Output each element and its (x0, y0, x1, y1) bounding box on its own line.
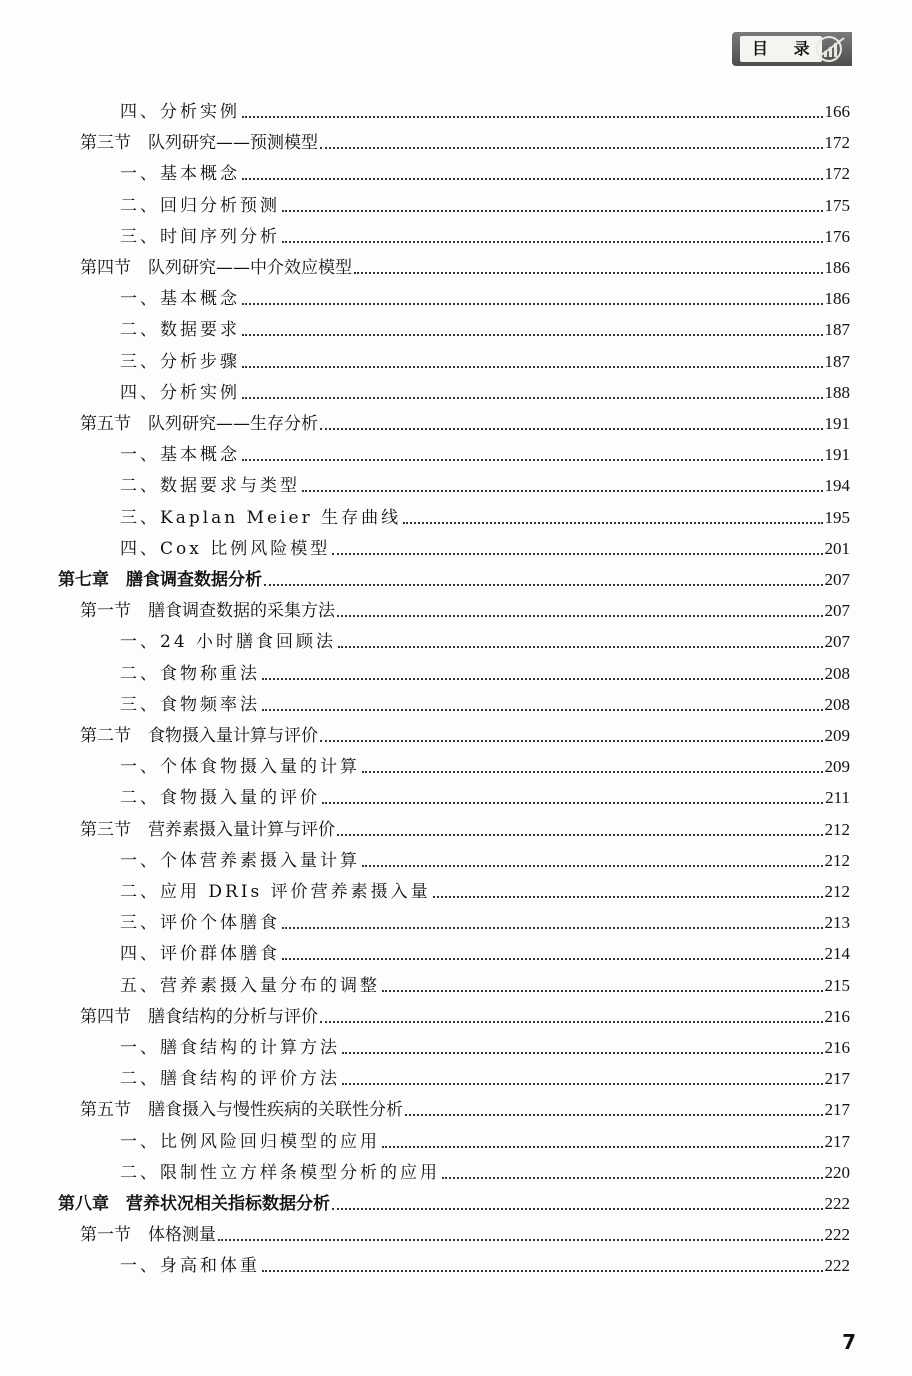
dot-leader (262, 709, 823, 711)
toc-entry-page: 212 (824, 882, 850, 901)
toc-entry-page: 166 (824, 102, 850, 121)
dot-leader (242, 303, 823, 305)
toc-entry-item (120, 156, 850, 186)
dot-leader (242, 366, 823, 368)
toc-entry-item (120, 1124, 850, 1154)
toc-entry-label: 二、数据要求与类型 (120, 476, 300, 497)
dot-leader (382, 990, 823, 992)
dot-leader (337, 615, 823, 617)
toc-entry-label: 二、回归分析预测 (120, 195, 280, 216)
toc-entry-item (120, 437, 850, 467)
toc-entry-item (120, 500, 850, 530)
dot-leader (322, 802, 823, 804)
toc-entry-page: 191 (824, 414, 850, 433)
toc-entry-section (80, 999, 850, 1029)
toc-entry-item (120, 94, 850, 124)
toc-entry-label: 一、基本概念 (120, 289, 240, 310)
toc-entry-page: 220 (824, 1162, 850, 1182)
toc-entry-label: 第三节 队列研究——预测模型 (80, 133, 318, 154)
toc-entry-page: 207 (824, 632, 850, 652)
toc-entry-label: 第五节 膳食摄入与慢性疾病的关联性分析 (80, 1100, 403, 1121)
toc-entry-section (80, 718, 850, 748)
toc-entry-page: 216 (824, 1038, 850, 1057)
toc-entry-label: 第一节 体格测量 (80, 1225, 216, 1246)
toc-entry-page: 217 (824, 1100, 850, 1120)
toc-entry-label: 三、时间序列分析 (120, 226, 280, 247)
toc-entry-label: 二、膳食结构的评价方法 (120, 1069, 340, 1090)
toc-entry-page: 195 (824, 507, 850, 527)
dot-leader (262, 1270, 823, 1272)
dot-leader (320, 740, 823, 742)
toc-entry-item (120, 281, 850, 311)
toc-entry-label: 四、分析实例 (120, 102, 240, 122)
toc-entry-page: 207 (824, 570, 850, 589)
toc-entry-item (120, 312, 850, 342)
toc-entry-item (120, 531, 850, 561)
toc-entry-label: 四、评价群体膳食 (120, 944, 280, 965)
toc-entry-item (120, 624, 850, 654)
toc-entry-page: 212 (824, 819, 850, 839)
toc-entry-page: 222 (824, 1225, 850, 1245)
toc-entry-page: 194 (824, 476, 850, 496)
toc-entry-page: 172 (824, 164, 850, 184)
toc-entry-page: 209 (824, 726, 850, 745)
toc-entry-page: 201 (824, 538, 850, 558)
dot-leader (337, 834, 823, 836)
toc-entry-label: 四、分析实例 (120, 382, 240, 403)
dot-leader (320, 1021, 823, 1023)
dot-leader (264, 584, 823, 586)
toc-entry-label: 第八章 营养状况相关指标数据分析 (58, 1194, 330, 1214)
toc-entry-label: 五、营养素摄入量分布的调整 (120, 975, 380, 996)
toc-entry-page: 213 (824, 913, 850, 933)
toc-entry-label: 三、分析步骤 (120, 351, 240, 372)
toc-entry-page: 215 (824, 975, 850, 995)
dot-leader (342, 1052, 823, 1054)
dot-leader (242, 397, 823, 399)
toc-entry-item (120, 968, 850, 998)
dot-leader (302, 490, 823, 492)
toc-entry-item (120, 780, 850, 810)
dot-leader (282, 241, 823, 243)
toc-entry-label: 二、限制性立方样条模型分析的应用 (120, 1162, 440, 1183)
toc-entry-page: 176 (824, 226, 850, 246)
toc-entry-page: 188 (824, 382, 850, 402)
toc-entry-item (120, 874, 850, 904)
dot-leader (320, 428, 823, 430)
toc-entry-label: 三、评价个体膳食 (120, 913, 280, 934)
toc-entry-label: 三、Kaplan Meier 生存曲线 (120, 507, 402, 528)
toc-entry-item (120, 905, 850, 935)
toc-entry-chapter (58, 562, 850, 592)
toc-entry-item (120, 1061, 850, 1091)
toc-entry-item (120, 936, 850, 966)
toc-entry-item (120, 656, 850, 686)
toc-entry-page: 209 (824, 757, 850, 777)
toc-entry-label: 三、食物频率法 (120, 694, 260, 715)
toc-entry-page: 187 (824, 320, 850, 340)
dot-leader (282, 927, 823, 929)
toc-entry-label: 第三节 营养素摄入量计算与评价 (80, 819, 335, 840)
toc-entry-page: 207 (824, 601, 850, 621)
toc-entry-label: 二、食物称重法 (120, 663, 260, 684)
toc-entry-page: 208 (824, 663, 850, 683)
toc-entry-label: 一、24 小时膳食回顾法 (120, 632, 337, 653)
toc-entry-item (120, 749, 850, 779)
toc-entry-page: 211 (825, 788, 850, 808)
dot-leader (242, 459, 823, 461)
toc-entry-page: 208 (824, 694, 850, 714)
toc-entry-item (120, 843, 850, 873)
toc-entry-item (120, 344, 850, 374)
toc-entry-item (120, 219, 850, 249)
toc-entry-chapter (58, 1186, 850, 1216)
toc-entry-section (80, 593, 850, 623)
dot-leader (362, 771, 823, 773)
dot-leader (332, 553, 822, 555)
dot-leader (433, 896, 823, 898)
dot-leader (282, 210, 823, 212)
toc-entry-section (80, 125, 850, 155)
toc-entry-page: 187 (824, 351, 850, 371)
toc-entry-section (80, 406, 850, 436)
toc-entry-label: 一、比例风险回归模型的应用 (120, 1131, 380, 1152)
toc-entry-page: 175 (824, 195, 850, 215)
dot-leader (382, 1146, 823, 1148)
toc-entry-label: 一、个体食物摄入量的计算 (120, 757, 360, 778)
growth-chart-icon (814, 34, 848, 64)
toc-entry-label: 一、基本概念 (120, 445, 240, 466)
toc-entry-page: 222 (824, 1194, 850, 1213)
toc-entry-section (80, 812, 850, 842)
toc-entry-label: 二、应用 DRIs 评价营养素摄入量 (120, 882, 431, 902)
dot-leader (403, 522, 822, 524)
toc-entry-page: 214 (824, 944, 850, 964)
header-tab (732, 32, 852, 66)
dot-leader (242, 178, 823, 180)
dot-leader (282, 958, 823, 960)
toc-entry-page: 186 (824, 289, 850, 309)
dot-leader (442, 1177, 823, 1179)
toc-entry-page: 186 (824, 258, 850, 277)
toc-entry-section (80, 1217, 850, 1247)
toc-entry-item (120, 468, 850, 498)
toc-entry-item (120, 687, 850, 717)
header-label: 目 录 (740, 36, 822, 62)
toc-entry-label: 第一节 膳食调查数据的采集方法 (80, 601, 335, 622)
toc-entry-label: 第五节 队列研究——生存分析 (80, 414, 318, 434)
toc-entry-label: 一、膳食结构的计算方法 (120, 1038, 340, 1058)
toc-entry-label: 二、食物摄入量的评价 (120, 788, 320, 809)
toc-entry-section (80, 250, 850, 280)
dot-leader (362, 865, 823, 867)
toc-entry-label: 四、Cox 比例风险模型 (120, 538, 331, 559)
toc-entry-page: 217 (824, 1131, 850, 1151)
dot-leader (262, 678, 823, 680)
toc-entry-label: 第二节 食物摄入量计算与评价 (80, 726, 318, 746)
dot-leader (332, 1208, 823, 1210)
dot-leader (242, 116, 823, 118)
toc-entry-label: 一、身高和体重 (120, 1256, 260, 1277)
dot-leader (342, 1083, 823, 1085)
toc-entry-page: 222 (824, 1256, 850, 1276)
toc-entry-item (120, 1248, 850, 1278)
page-number: 7 (842, 1330, 856, 1354)
toc-entry-page: 217 (824, 1069, 850, 1089)
dot-leader (338, 646, 822, 648)
dot-leader (405, 1114, 823, 1116)
dot-leader (218, 1239, 823, 1241)
toc-entry-item (120, 1030, 850, 1060)
toc-entry-section (80, 1092, 850, 1122)
toc-entry-label: 一、基本概念 (120, 164, 240, 185)
toc-entry-label: 第四节 膳食结构的分析与评价 (80, 1006, 318, 1027)
toc-entry-page: 212 (824, 850, 850, 870)
dot-leader (354, 272, 823, 274)
toc-entry-page: 172 (824, 133, 850, 153)
toc-entry-label: 第四节 队列研究——中介效应模型 (80, 258, 352, 278)
toc-entry-item (120, 1155, 850, 1185)
toc-entry-page: 216 (824, 1006, 850, 1026)
toc-entry-label: 二、数据要求 (120, 320, 240, 341)
dot-leader (242, 334, 823, 336)
toc-entry-page: 191 (824, 445, 850, 465)
toc-entry-item (120, 375, 850, 405)
toc-entry-item (120, 188, 850, 218)
dot-leader (320, 147, 823, 149)
toc-entry-label: 第七章 膳食调查数据分析 (58, 570, 262, 590)
toc-entry-label: 一、个体营养素摄入量计算 (120, 850, 360, 871)
